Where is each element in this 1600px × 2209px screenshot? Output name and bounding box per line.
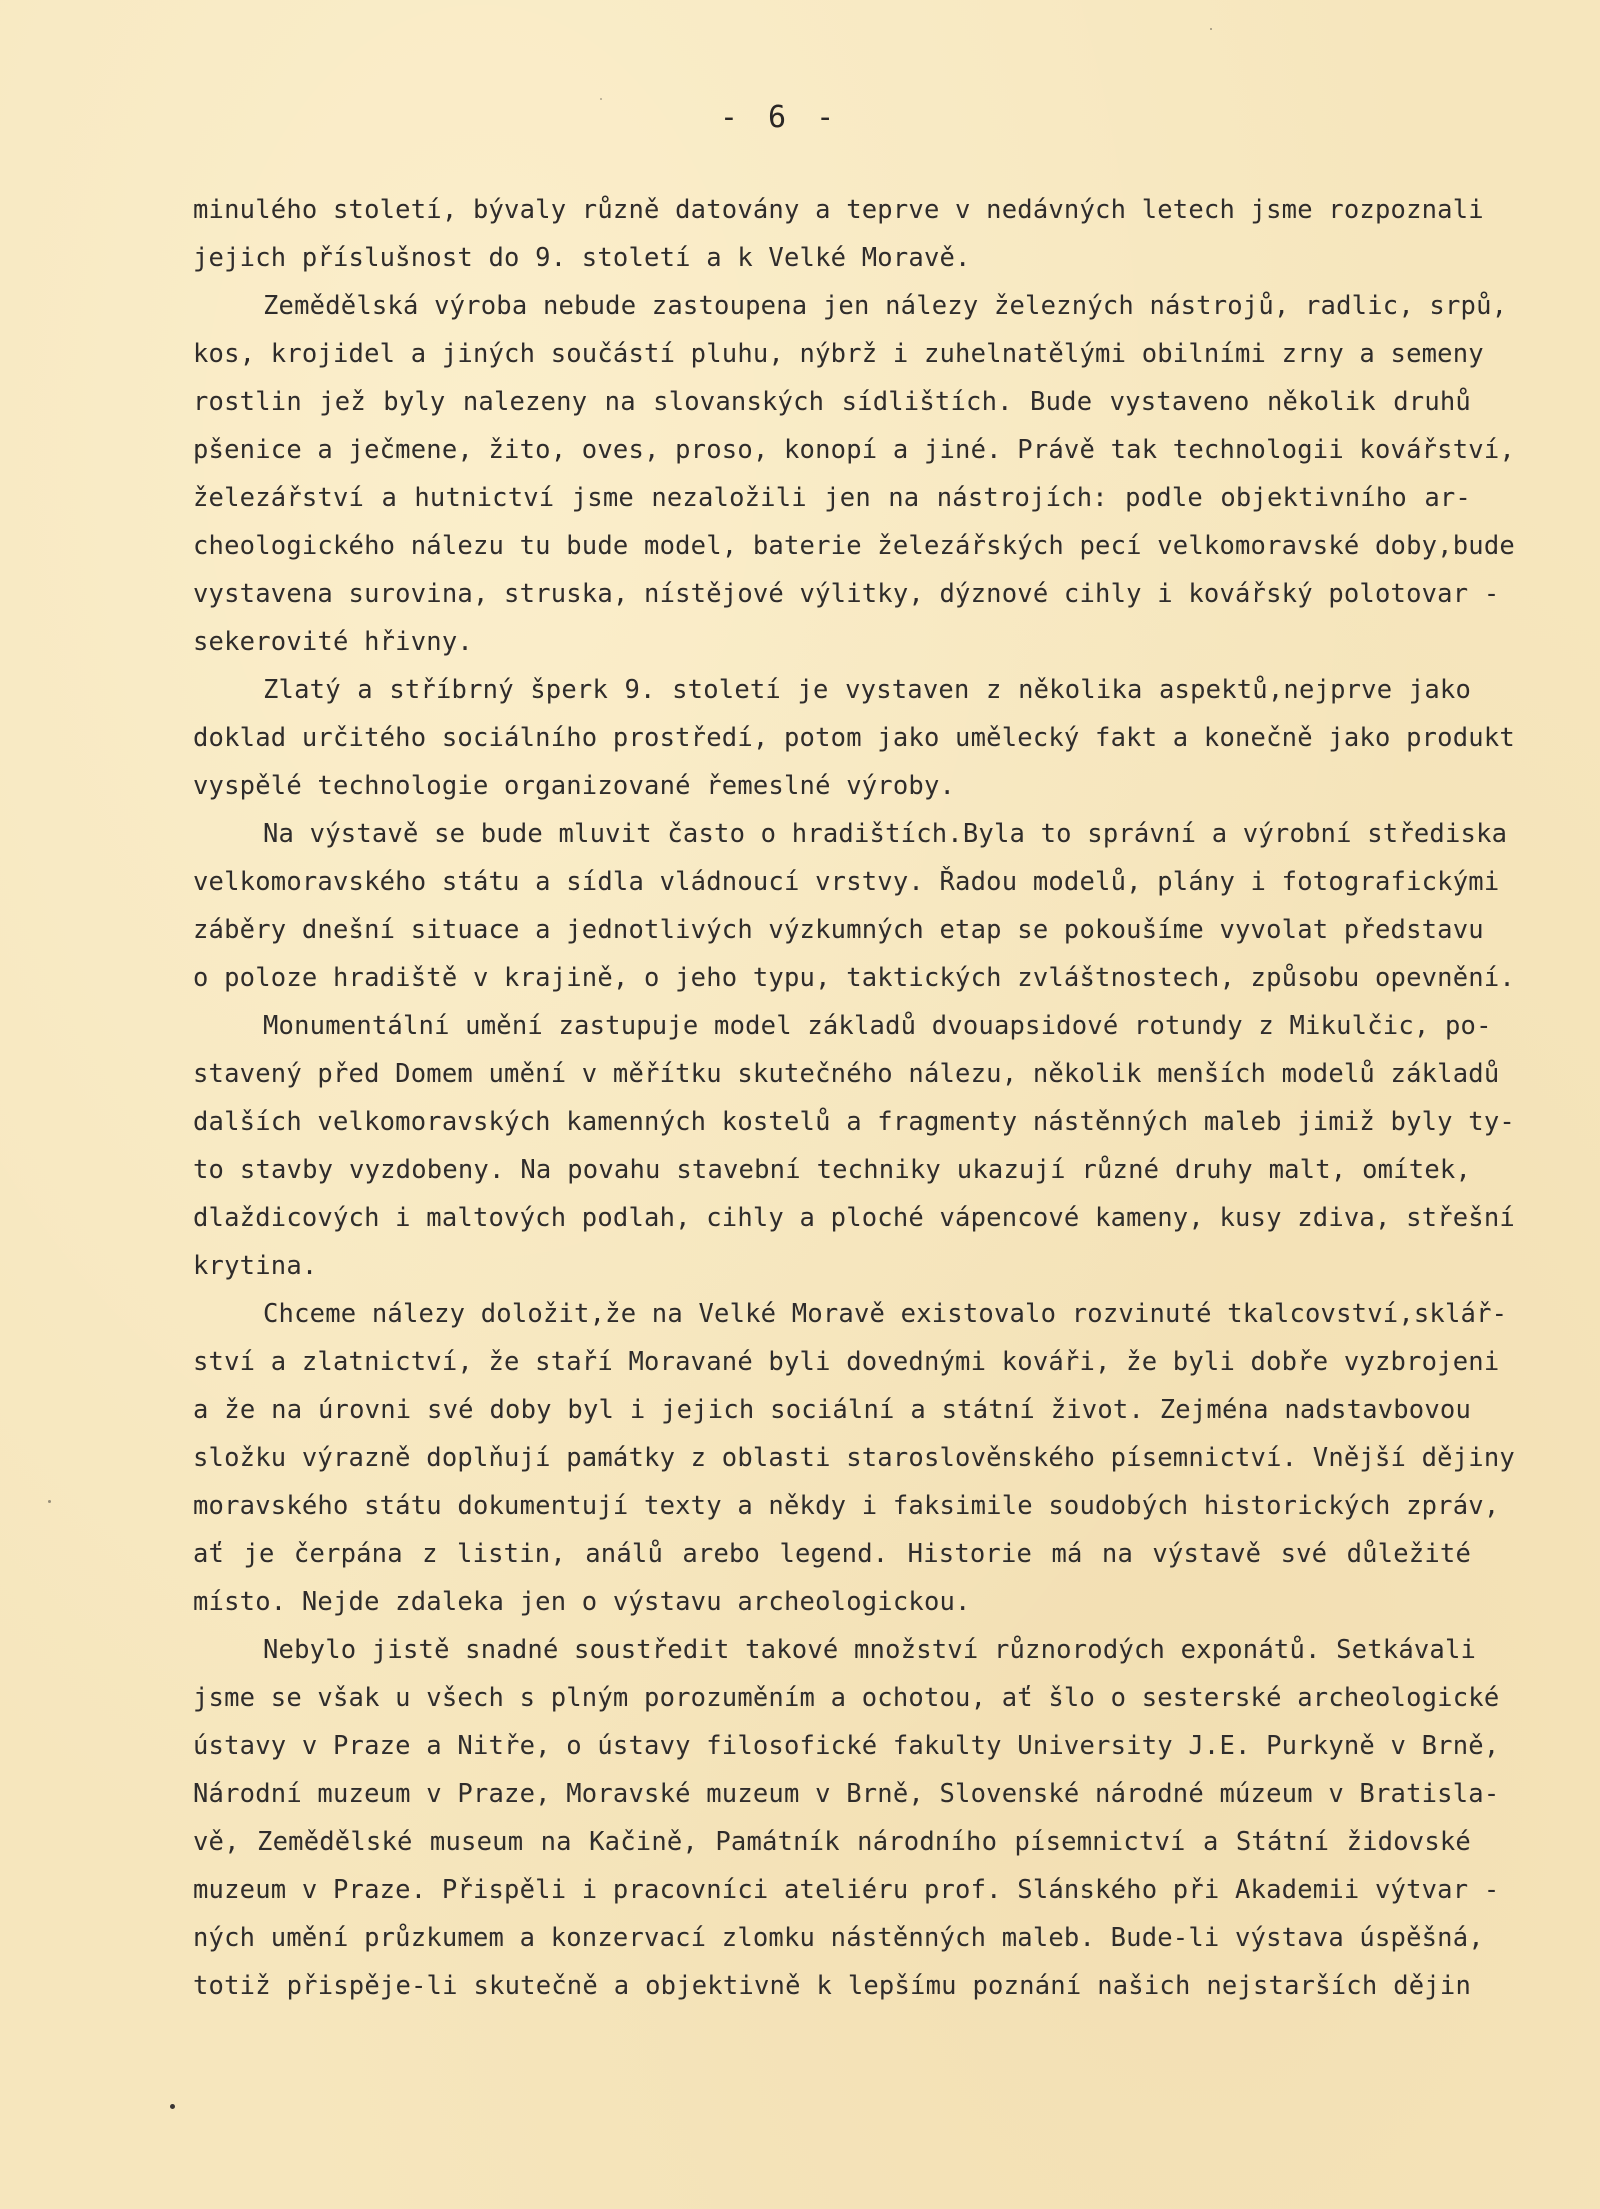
text-line: ství a zlatnictví, že staří Moravané byli dovednými kováři, že byli dobře vyzbrojeni [193, 1347, 1500, 1377]
text-line: velkomoravského státu a sídla vládnoucí vrstvy. Řadou modelů, plány i fotografickými [193, 867, 1500, 897]
page-number: - 6 - [719, 100, 841, 135]
text-line: dlaždicových i maltových podlah, cihly a ploché vápencové kameny, kusy zdiva, střešní [193, 1203, 1515, 1233]
ink-speck [170, 2104, 175, 2109]
text-line: Nebylo jistě snadné soustředit takové množství různorodých exponátů. Setkávali [263, 1635, 1477, 1665]
text-line: ných umění průzkumem a konzervací zlomku nástěnných maleb. Bude-li výstava úspěšná, [193, 1923, 1484, 1953]
text-line: o poloze hradiště v krajině, o jeho typu, taktických zvláštnostech, způsobu opevnění. [193, 963, 1515, 993]
ink-speck [48, 1500, 51, 1503]
text-line: sekerovité hřivny. [193, 627, 473, 657]
text-line: vě, Zemědělské museum na Kačině, Památník národního písemnictví a Státní židovské [193, 1827, 1471, 1857]
ink-speck [1210, 28, 1212, 30]
text-line: složku výrazně doplňují památky z oblasti staroslověnského písemnictví. Vnější dějiny [193, 1443, 1515, 1473]
text-line: Zemědělská výroba nebude zastoupena jen nálezy železných nástrojů, radlic, srpů, [263, 291, 1508, 321]
text-line: Monumentální umění zastupuje model základů dvouapsidové rotundy z Mikulčic, po- [263, 1011, 1492, 1041]
text-line: dalších velkomoravských kamenných kostelů a fragmenty nástěnných maleb jimiž byly ty- [193, 1107, 1515, 1137]
text-line: kos, krojidel a jiných součástí pluhu, nýbrž i zuhelnatělými obilními zrny a semeny [193, 339, 1484, 369]
text-line: cheologického nálezu tu bude model, baterie železářských pecí velkomoravské doby,bude [193, 531, 1515, 561]
text-line: pšenice a ječmene, žito, oves, proso, konopí a jiné. Právě tak technologii kovářství, [193, 435, 1515, 465]
text-line: Chceme nálezy doložit,že na Velké Moravě existovalo rozvinuté tkalcovství,sklář- [263, 1299, 1508, 1329]
text-line: minulého století, bývaly různě datovány a teprve v nedávných letech jsme rozpoznali [193, 195, 1484, 225]
text-line: záběry dnešní situace a jednotlivých výzkumných etap se pokoušíme vyvolat představu [193, 915, 1484, 945]
text-line: to stavby vyzdobeny. Na povahu stavební techniky ukazují různé druhy malt, omítek, [193, 1155, 1471, 1185]
text-line: železářství a hutnictví jsme nezaložili jen na nástrojích: podle objektivního ar- [193, 483, 1471, 513]
ink-speck [600, 98, 602, 100]
text-line: totiž přispěje-li skutečně a objektivně k lepšímu poznání našich nejstarších dějin [193, 1971, 1471, 2001]
text-body [193, 186, 1515, 2010]
text-line: ať je čerpána z listin, análů arebo legend. Historie má na výstavě své důležité [193, 1539, 1471, 1569]
text-line: místo. Nejde zdaleka jen o výstavu archeologickou. [193, 1587, 971, 1617]
text-line: rostlin jež byly nalezeny na slovanských sídlištích. Bude vystaveno několik druhů [193, 387, 1471, 417]
text-line: doklad určitého sociálního prostředí, potom jako umělecký fakt a konečně jako produkt [193, 723, 1515, 753]
text-line: moravského státu dokumentují texty a někdy i faksimile soudobých historických zpráv, [193, 1491, 1500, 1521]
text-line: stavený před Domem umění v měřítku skutečného nálezu, několik menších modelů základů [193, 1059, 1500, 1089]
text-line: krytina. [193, 1251, 318, 1281]
text-line: vyspělé technologie organizované řemeslné výroby. [193, 771, 956, 801]
text-line: jsme se však u všech s plným porozuměním a ochotou, ať šlo o sesterské archeologické [193, 1683, 1500, 1713]
text-line: Národní muzeum v Praze, Moravské muzeum v Brně, Slovenské národné múzeum v Bratisla- [193, 1779, 1500, 1809]
text-line: a že na úrovni své doby byl i jejich sociální a státní život. Zejména nadstavbovou [193, 1395, 1471, 1425]
text-line: jejich příslušnost do 9. století a k Velké Moravě. [193, 243, 971, 273]
text-line: ústavy v Praze a Nitře, o ústavy filosofické fakulty University J.E. Purkyně v Brně, [193, 1731, 1500, 1761]
text-line: Na výstavě se bude mluvit často o hradištích.Byla to správní a výrobní střediska [263, 819, 1508, 849]
text-line: vystavena surovina, struska, nístějové výlitky, dýznové cihly i kovářský polotovar - [193, 579, 1500, 609]
text-line: Zlatý a stříbrný šperk 9. století je vystaven z několika aspektů,nejprve jako [263, 675, 1471, 705]
text-line: muzeum v Praze. Přispěli i pracovníci ateliéru prof. Slánského při Akademii výtvar - [193, 1875, 1500, 1905]
